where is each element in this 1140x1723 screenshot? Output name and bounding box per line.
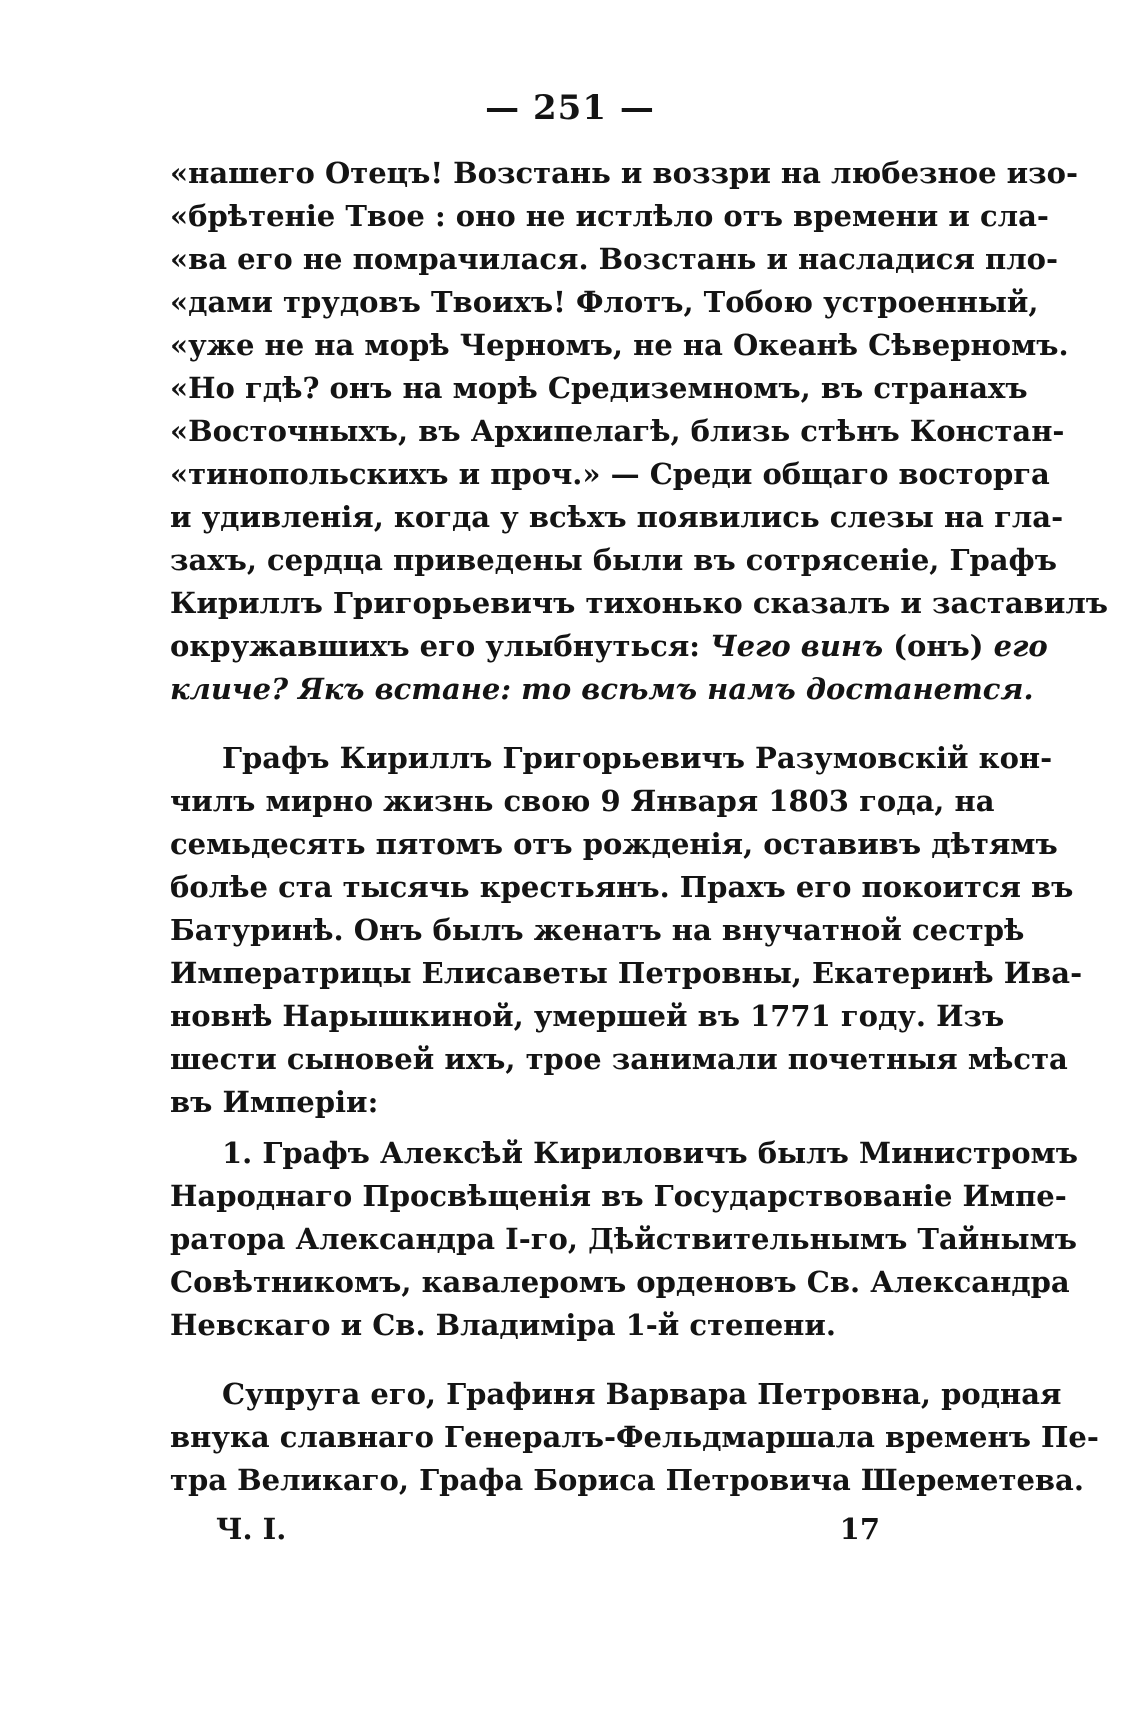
text-line: Совѣтникомъ, кавалеромъ орденовъ Св. Александра [170, 1265, 1070, 1299]
text-line: тра Великаго, Графа Бориса Петровича Шереметева. [170, 1463, 1084, 1497]
page-body [170, 152, 1109, 1502]
text-line: захъ, сердца приведены были въ сотрясеніе, Графъ [170, 543, 1057, 577]
text-line: Народнаго Просвѣщенія въ Государствованіе Импе- [170, 1179, 1067, 1213]
text-line: Императрицы Елисаветы Петровны, Екатеринѣ Ива- [170, 956, 1083, 990]
text-line: и удивленія, когда у всѣхъ появились слезы на гла- [170, 500, 1064, 534]
paragraph-razumovsky [170, 737, 1083, 1124]
italic-quote: его [993, 629, 1048, 663]
text-line: въ Имперіи: [170, 1085, 379, 1119]
text-segment: окружавшихъ его улыбнуться: [170, 629, 700, 663]
text-line: «дами трудовъ Твоихъ! Флотъ, Тобою устроенный, [170, 285, 1039, 319]
italic-quote-line: кличе? Якъ встане: то всѣмъ намъ достанется. [170, 672, 1034, 706]
text-line: семьдесять пятомъ отъ рожденія, оставивъ дѣтямъ [170, 827, 1058, 861]
text-line: внука славнаго Генералъ-Фельдмаршала временъ Пе- [170, 1420, 1099, 1454]
paragraph-quote [170, 152, 1109, 711]
text-line: болѣе ста тысячь крестьянъ. Прахъ его покоится въ [170, 870, 1074, 904]
text-line: ратора Александра I-го, Дѣйствительнымъ Тайнымъ [170, 1222, 1078, 1256]
text-line: Батуринѣ. Онъ былъ женатъ на внучатной сестрѣ [170, 913, 1025, 947]
text-line: новнѣ Нарышкиной, умершей въ 1771 году. Изъ [170, 999, 1005, 1033]
text-line: Невскаго и Св. Владиміра 1-й степени. [170, 1308, 836, 1342]
italic-quote: Чего винъ [710, 629, 884, 663]
text-line: «Восточныхъ, въ Архипелагѣ, близь стѣнъ Констан- [170, 414, 1065, 448]
text-line: «уже не на морѣ Черномъ, не на Океанѣ Сѣверномъ. [170, 328, 1069, 362]
text-line-mixed [170, 625, 1048, 668]
text-line: Графъ Кириллъ Григорьевичъ Разумовскій кон- [222, 741, 1053, 775]
text-line: Супруга его, Графиня Варвара Петровна, родная [222, 1377, 1062, 1411]
text-line: «брѣтеніе Твое : оно не истлѣло отъ времени и сла- [170, 199, 1049, 233]
text-line: «нашего Отецъ! Возстань и воззри на любезное изо- [170, 156, 1079, 190]
signature-mark: Ч. I. [216, 1512, 287, 1546]
text-line: чилъ мирно жизнь свою 9 Января 1803 года, на [170, 784, 995, 818]
text-line: 1. Графъ Алексѣй Кириловичъ былъ Министромъ [222, 1136, 1078, 1170]
paragraph-alexei [170, 1132, 1078, 1347]
text-line: «ва его не помрачилася. Возстань и насладися пло- [170, 242, 1059, 276]
text-line: «тинопольскихъ и проч.» — Среди общаго восторга [170, 457, 1050, 491]
text-line: шести сыновей ихъ, трое занимали почетныя мѣста [170, 1042, 1068, 1076]
sheet-number: 17 [839, 1512, 880, 1546]
text-line: Кириллъ Григорьевичъ тихонько сказалъ и заставилъ [170, 586, 1109, 620]
page-number-header: — 251 — [485, 88, 655, 128]
parenthetical: (онъ) [893, 629, 984, 663]
text-line: «Но гдѣ? онъ на морѣ Средиземномъ, въ странахъ [170, 371, 1028, 405]
paragraph-spouse [170, 1373, 1099, 1502]
